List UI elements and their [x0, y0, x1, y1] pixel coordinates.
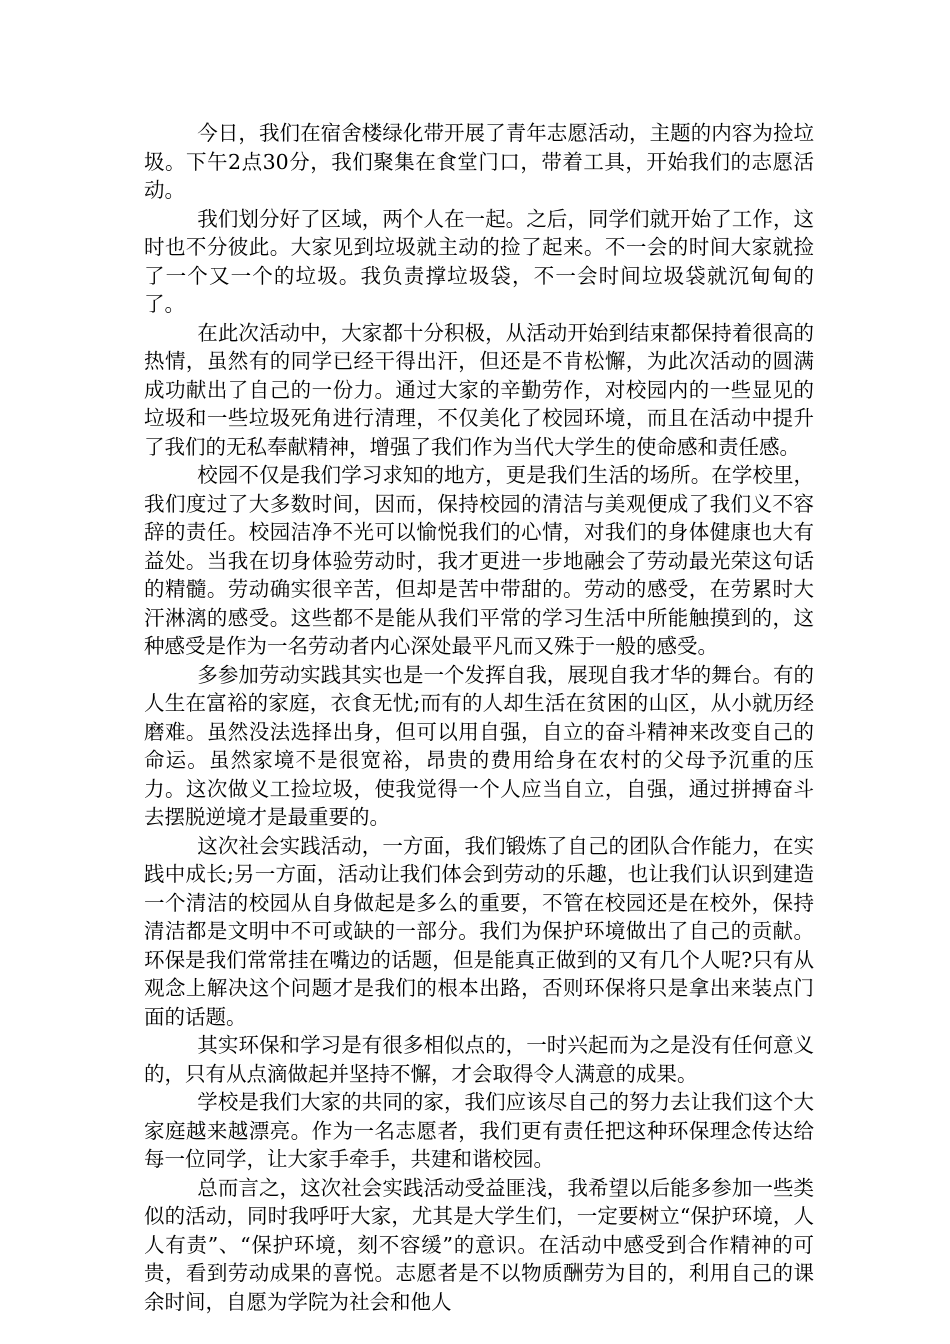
- paragraph: 在此次活动中，大家都十分积极，从活动开始到结束都保持着很高的热情，虽然有的同学已经干得出汗，但还是不肯松懈，为此次活动的圆满成功献出了自己的一份力。通过大家的辛勤劳作，对校园内的一些显见的垃圾和一些垃圾死角进行清理，不仅美化了校园环境，而且在活动中提升了我们的无私奉献精神，增强了我们作为当代大学生的使命感和责任感。: [144, 320, 814, 459]
- paragraph: 其实环保和学习是有很多相似点的，一时兴起而为之是没有任何意义的，只有从点滴做起并坚持不懈，才会取得令人满意的成果。: [144, 1033, 814, 1086]
- paragraph: 多参加劳动实践其实也是一个发挥自我，展现自我才华的舞台。有的人生在富裕的家庭，衣食无忧;而有的人却生活在贫困的山区，从小就历经磨难。虽然没法选择出身，但可以用自强，自立的奋斗精神来改变自己的命运。虽然家境不是很宽裕，昂贵的费用给身在农村的父母予沉重的压力。这次做义工捡垃圾，使我觉得一个人应当自立，自强，通过拼搏奋斗去摆脱逆境才是最重要的。: [144, 662, 814, 829]
- paragraph: 这次社会实践活动，一方面，我们锻炼了自己的团队合作能力，在实践中成长;另一方面，活动让我们体会到劳动的乐趣，也让我们认识到建造一个清洁的校园从自身做起是多么的重要，不管在校园还是在校外，保持清洁都是文明中不可或缺的一部分。我们为保护环境做出了自己的贡献。环保是我们常常挂在嘴边的话题，但是能真正做到的又有几个人呢?只有从观念上解决这个问题才是我们的根本出路，否则环保将只是拿出来装点门面的话题。: [144, 833, 814, 1029]
- paragraph: 今日，我们在宿舍楼绿化带开展了青年志愿活动，主题的内容为捡垃圾。下午2点30分，我们聚集在食堂门口，带着工具，开始我们的志愿活动。: [144, 121, 814, 202]
- paragraph: 学校是我们大家的共同的家，我们应该尽自己的努力去让我们这个大家庭越来越漂亮。作为一名志愿者，我们更有责任把这种环保理念传达给每一位同学，让大家手牵手，共建和谐校园。: [144, 1090, 814, 1171]
- paragraph: 我们划分好了区域，两个人在一起。之后，同学们就开始了工作，这时也不分彼此。大家见到垃圾就主动的捡了起来。不一会的时间大家就捡了一个又一个的垃圾。我负责撑垃圾袋，不一会时间垃圾袋就沉甸甸的了。: [144, 206, 814, 316]
- document-body: [144, 119, 814, 1316]
- paragraph: 总而言之，这次社会实践活动受益匪浅，我希望以后能多参加一些类似的活动，同时我呼吁大家，尤其是大学生们，一定要树立“保护环境，人人有责”、“保护环境，刻不容缓”的意识。在活动中感受到合作精神的可贵，看到劳动成果的喜悦。志愿者是不以物质酬劳为目的，利用自己的课余时间，自愿为学院为社会和他人: [144, 1175, 814, 1314]
- paragraph: 校园不仅是我们学习求知的地方，更是我们生活的场所。在学校里，我们度过了大多数时间，因而，保持校园的清洁与美观便成了我们义不容辞的责任。校园洁净不光可以愉悦我们的心情，对我们的身体健康也大有益处。当我在切身体验劳动时，我才更进一步地融会了劳动最光荣这句话的精髓。劳动确实很辛苦，但却是苦中带甜的。劳动的感受，在劳累时大汗淋漓的感受。这些都不是能从我们平常的学习生活中所能触摸到的，这种感受是作为一名劳动者内心深处最平凡而又殊于一般的感受。: [144, 463, 814, 658]
